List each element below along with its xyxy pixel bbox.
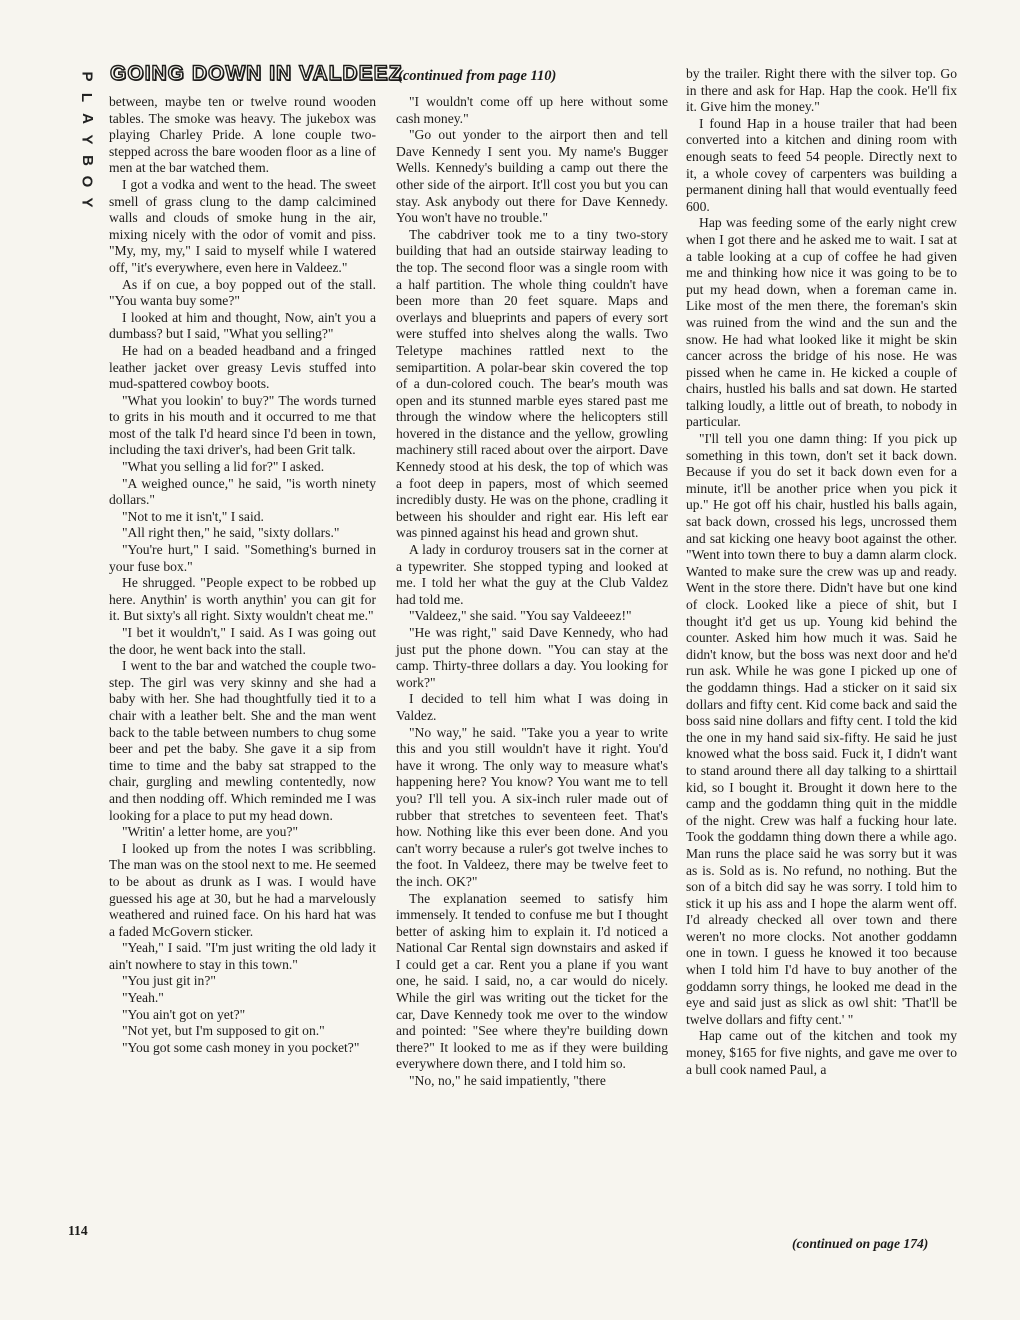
paragraph: "He was right," said Dave Kennedy, who had just put the phone down. "You can stay at the camp. Thirty-three dollars a day. You looking for work?" <box>396 625 668 690</box>
title-letter: B <box>78 155 96 166</box>
paragraph: "I wouldn't come off up here without some cash money." <box>396 94 668 126</box>
paragraph: "Yeah," I said. "I'm just writing the old lady it ain't nowhere to stay in this town." <box>109 940 376 972</box>
title-letter: L <box>78 92 96 103</box>
paragraph: "No way," he said. "Take you a year to write this and you still wouldn't have it right. You'd have it wrong. The only way to measure what's happening here? You know? You want me to tell you? I'll tell you. A six-inch ruler made out of rubber that stretches to seventeen feet. That's how. Nothing like this ever been done. And you can't worry because a ruler's got twelve inches to the foot. In Valdeez, there may be twelve feet to the inch. OK?" <box>396 724 668 889</box>
paragraph: I went to the bar and watched the couple two-step. The girl was very skinny and she had a baby with her. She had thoughtfully tied it to a chair with a leather belt. She and the man went back to the table between numbers to chug some beer and pet the baby. She gave it a sip from time to time and the baby sat strapped to the chair, gurgling and mewling contentedly, now and then nodding off. Which reminded me I was looking for a place to put my head down. <box>109 658 376 823</box>
continued-from-note: (continued from page 110) <box>398 68 557 84</box>
paragraph: Hap came out of the kitchen and took my money, $165 for five nights, and gave me over to a bull cook named Paul, a <box>686 1028 957 1077</box>
title-letter: A <box>78 113 96 124</box>
paragraph: "Not to me it isn't," I said. <box>122 508 264 524</box>
paragraph: "No, no," he said impatiently, "there <box>409 1073 606 1089</box>
continued-on-note: (continued on page 174) <box>792 1236 929 1251</box>
paragraph: "I bet it wouldn't," I said. As I was going out the door, he went back into the stall. <box>109 625 376 657</box>
paragraph: I decided to tell him what I was doing in Valdez. <box>396 691 668 723</box>
text-column-3 <box>686 66 957 1078</box>
paragraph: I looked up from the notes I was scribbling. The man was on the stool next to me. He seemed to be about as drunk as I was. I would have guessed his age at 30, but he had a marvelously weathered and ruined face. On his hard hat was a faded McGovern sticker. <box>109 840 376 939</box>
paragraph: "Valdeez," she said. "You say Valdeeez!" <box>409 608 632 624</box>
page-number: 114 <box>68 1223 88 1238</box>
paragraph: "You're hurt," I said. "Something's burned in your fuse box." <box>109 542 376 574</box>
paragraph: He had on a beaded headband and a fringed leather jacket over greasy Levis stuffed into mud-spattered cowboy boots. <box>109 342 376 392</box>
paragraph: "Go out yonder to the airport then and tell Dave Kennedy I sent you. My name's Bugger Wells. Kennedy's building a camp out there the other side of the airport. It'll cost you but you can stay. Ask anybody out there for Dave Kennedy. You won't have no trouble." <box>396 127 668 226</box>
title-letter: P <box>78 71 96 82</box>
paragraph: The cabdriver took me to a tiny two-story building that had an outside stairway leading to the top. The second floor was a single room with a half partition. The whole thing couldn't have been more than 20 feet square. Maps and overlays and blueprints and papers of every sort were stuffed into shelves along the walls. Two Teletype machines rattled next to the semipartition. A polar-bear skin covered the top of a dun-colored couch. The bear's mouth was open and its stunned marble eyes stared past me through the window where the helicopters still hovered in the distance and the yellow, growling machinery still raced about over the airport. Dave Kennedy stood at his desk, the top of which was a foot deep in papers, most of which seemed incredibly dusty. He was on the phone, cradling it between his shoulder and right ear. His left ear was pinned against his head and grown shut. <box>396 226 668 541</box>
paragraph: by the trailer. Right there with the silver top. Go in there and ask for Hap. Hap the cook. He'll fix it. Give him the money." <box>686 66 957 115</box>
paragraph: "A weighed ounce," he said, "is worth ninety dollars." <box>109 475 376 508</box>
paragraph: I looked at him and thought, Now, ain't you a dumbass? but I said, "What you selling?" <box>109 309 376 342</box>
paragraph: He shrugged. "People expect to be robbed up here. Anythin' is worth anythin' you can git for it. But sixty's all right. Sixty wouldn't cheat me." <box>109 575 376 624</box>
paragraph: I found Hap in a house trailer that had been converted into a kitchen and dining room with enough seats to feed 54 people. Directly next to it, a whole covey of carpenters was building a permanent dining hall that would eventually feed 600. <box>686 115 957 214</box>
paragraph: between, maybe ten or twelve round wooden tables. The smoke was heavy. The jukebox was playing Charley Pride. A lone couple two-stepped across the bare wooden floor as a line of men at the bar watched them. <box>109 94 376 176</box>
paragraph: "You got some cash money in you pocket?" <box>122 1039 360 1055</box>
paragraph: Hap was feeding some of the early night crew when I got there and he asked me to wait. I sat at a table looking at a cup of coffee he had given me and thinking how nice it was going to be to put my head down, when a foreman came in. Like most of the men there, the foreman's skin was ruined from the wind and the sun and the snow. He had what looked like it might be skin cancer across the bridge of his nose. He was pissed when he came in. He kicked a couple of chairs, hustled his balls and sat down. He started talking loudly, a little out of breath, to nobody in particular. <box>686 215 957 430</box>
paragraph: As if on cue, a boy popped out of the stall. "You wanta buy some?" <box>109 276 376 309</box>
paragraph: "You ain't got on yet?" <box>122 1006 246 1022</box>
paragraph: "I'll tell you one damn thing: If you pick up something in this town, don't set it back down. Because if you do set it back down even for a minute, it'll be another price when you pick it up." He got off his chair, hustled his balls again, sat back down, crossed his legs, uncrossed them and sat kicking one heavy boot against the other. "Went into town there to buy a damn alarm clock. Wanted to make sure the crew was up and ready. Went in the store there. Didn't have but one kind of clock. Looked like a piece of shit, but I thought it'd get us up. Young kid behind the counter. Asked him how much it was. Said he didn't know, but the boss was next door and he'd run ask. While he was gone I picked up one of the goddamn things. Had a sticker on it said six dollars and fifty cent. Kid come back and said the boss said nine dollars and fifty cent. I told the kid the one in my hand said six-fifty. He said he just knowed what the boss said. Fuck it, I didn't want to stand around there all day talking to a shirttail kid, so I bought it. Brought it down here to the camp and the goddamn thing quit in the middle of the night. Crew was half a fucking hour late. Took the goddamn thing down there a while ago. Man runs the place said he was sorry but it was as is. Sold as is. No refund, no nothing. But the son of a bitch did say he was sorry. I told him to stick it up his ass and I hope the alarm went off. I'd already checked all over town and there weren't no more clocks. Not another goddamn one in town. I guess he knowed it too because when I told him I'd have to buy another of the goddamn sorry things, he looked me dead in the eye and said just as slick as owl shit: 'That'll be twelve dollars and fifty cent.' " <box>686 431 957 1027</box>
paragraph: "Not yet, but I'm supposed to git on." <box>122 1023 325 1039</box>
paragraph: "Writin' a letter home, are you?" <box>122 824 299 840</box>
paragraph: A lady in corduroy trousers sat in the corner at a typewriter. She stopped typing and looked at me. I told her what the guy at the Club Valdez had told me. <box>396 542 668 607</box>
paragraph: I got a vodka and went to the head. The sweet smell of grass clung to the damp calcimined walls and clouds of smoke hung in the air, mixing nicely with the odor of vomit and piss. "My, my, my," I said to myself while I watered off, "it's everywhere, even here in Valdeez." <box>109 176 376 275</box>
paragraph: The explanation seemed to satisfy him immensely. It tended to confuse me but I thought better of asking him to explain it. I'd noticed a National Car Rental sign downstairs and asked if I could get a car. Rent you a plane if you want one, he said. I said, no, a car would do nicely. While the girl was writing out the ticket for the car, Dave Kennedy took me over to the window and pointed: "See where they're building down there?" It looked to me as if they were building everywhere down there, and I told him so. <box>396 890 668 1072</box>
paragraph: "What you lookin' to buy?" The words turned to grits in his mouth and it occurred to me that most of the talk I'd heard since I'd been in town, including the taxi driver's, had been Grit talk. <box>109 392 376 458</box>
paragraph: "What you selling a lid for?" I asked. <box>122 459 325 475</box>
paragraph: "Yeah." <box>122 990 164 1006</box>
title-letter: Y <box>78 134 96 145</box>
article-title: GOING DOWN IN VALDEEZ <box>110 62 403 85</box>
title-letter: O <box>78 175 96 188</box>
paragraph: "All right then," he said, "sixty dollars." <box>122 525 340 541</box>
title-letter: Y <box>78 197 96 208</box>
magazine-vertical-title <box>74 66 100 213</box>
paragraph: "You just git in?" <box>122 973 216 989</box>
text-column-2 <box>396 94 668 1090</box>
text-column-1 <box>109 94 376 1056</box>
